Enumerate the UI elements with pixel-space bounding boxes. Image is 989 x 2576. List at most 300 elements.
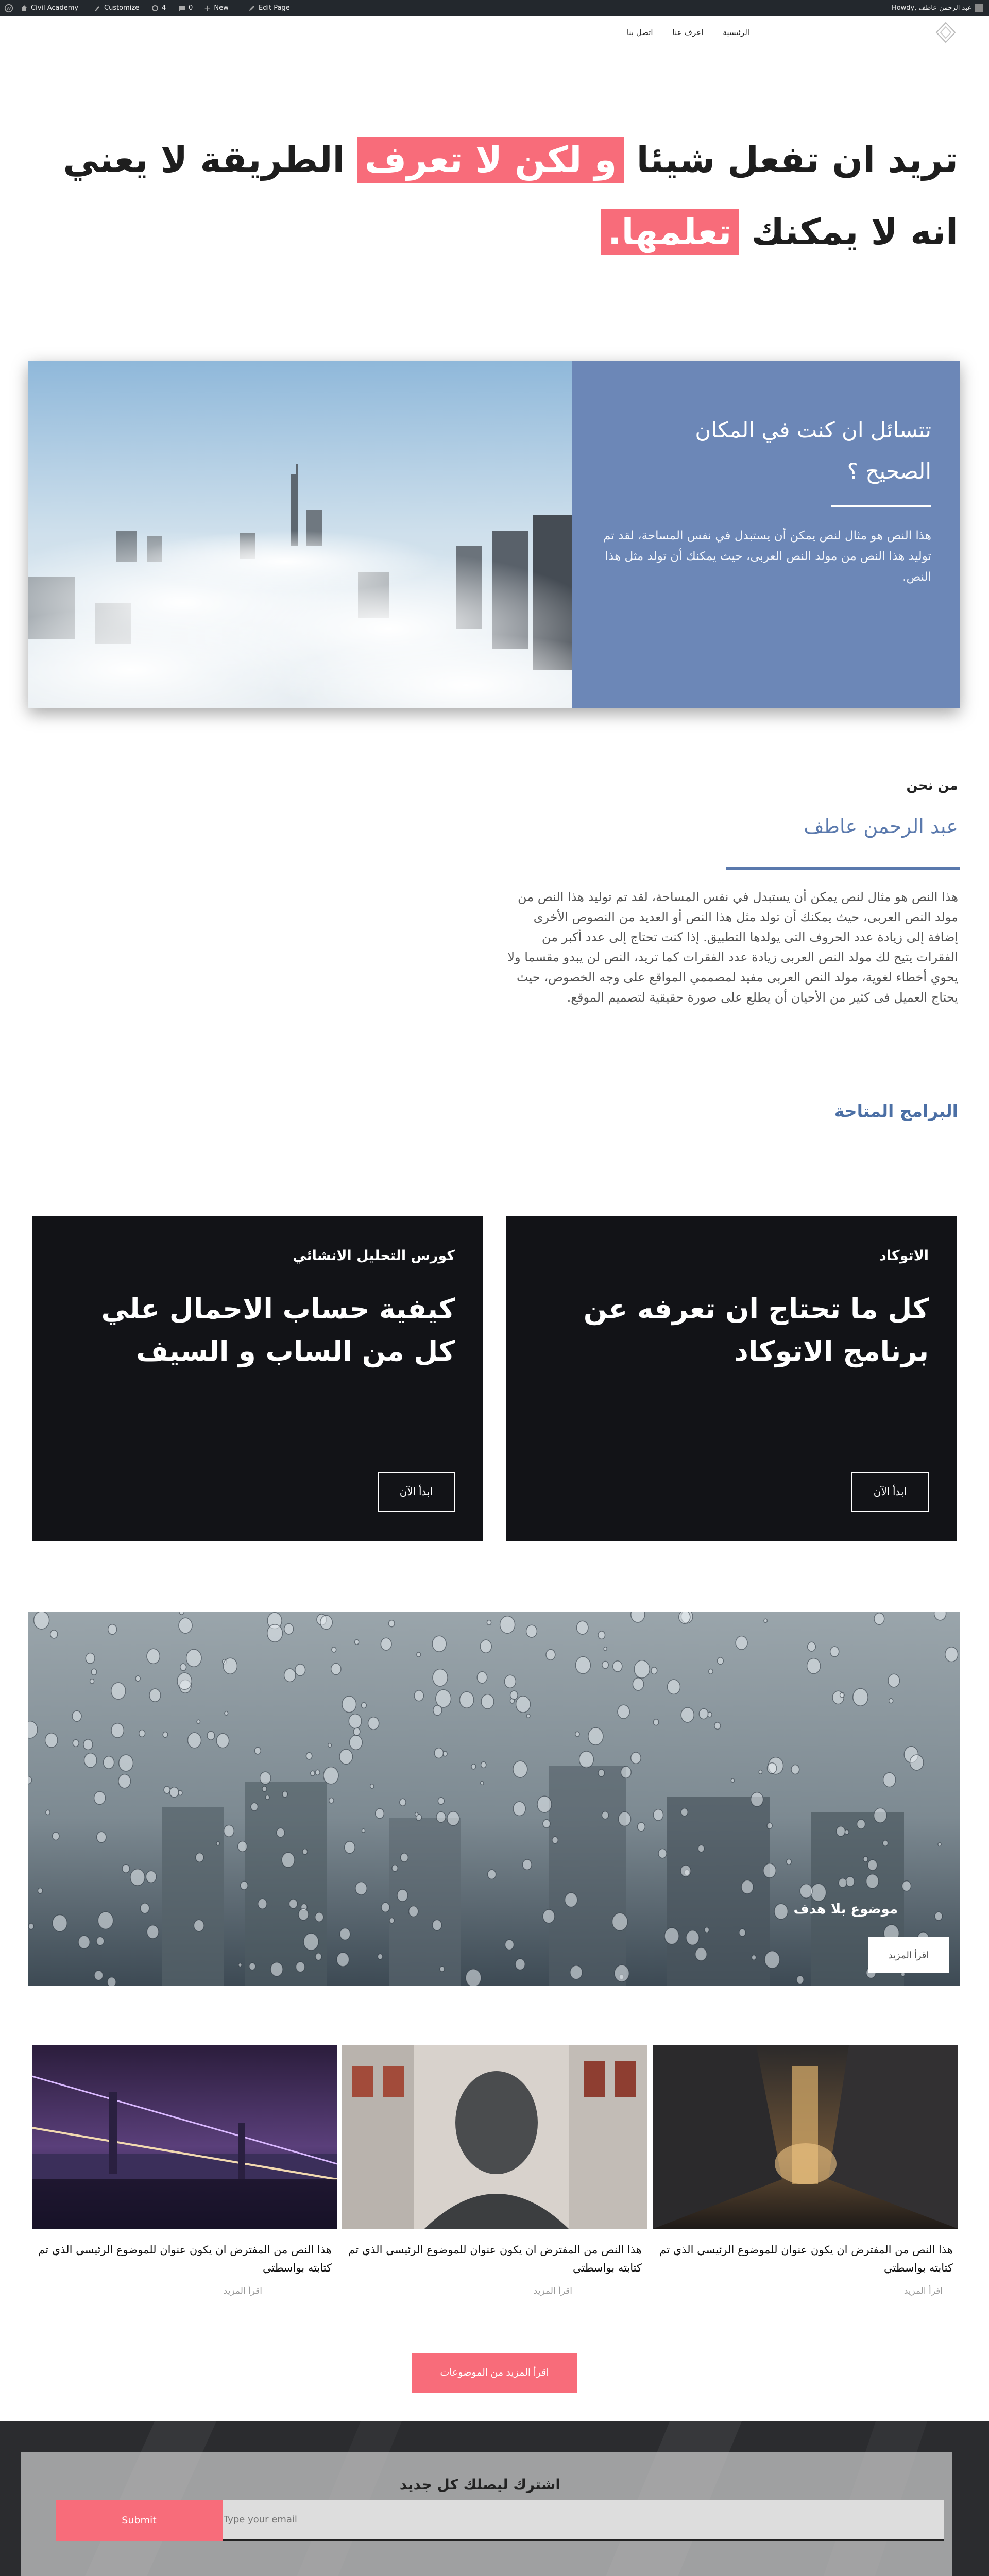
rain-drop: [302, 1849, 307, 1855]
rain-drop: [602, 1662, 608, 1669]
admin-howdy: Howdy, عبد الرحمن عاطف: [891, 4, 971, 12]
rain-drop: [353, 1728, 360, 1736]
subscribe-heading: اشترك ليصلك كل جديد: [399, 2476, 560, 2493]
rain-drop: [631, 1752, 641, 1764]
hero-text-part1: تريد ان تفعل شيئا: [624, 139, 958, 181]
rain-drop: [46, 1810, 50, 1815]
rain-drop: [658, 1849, 667, 1858]
svg-text:W: W: [6, 6, 11, 12]
course-title: كيفية حساب الاحمال علي كل من الساب و السيف: [101, 1293, 455, 1367]
rain-drop: [381, 1903, 389, 1912]
rain-drop: [258, 1899, 267, 1909]
rain-drop: [438, 1798, 444, 1805]
nav-item-contact[interactable]: اتصل بنا: [626, 28, 653, 37]
rain-drop: [634, 1660, 650, 1678]
rain-drop: [147, 1925, 159, 1939]
rain-drop: [488, 1870, 496, 1879]
rain-drop: [477, 1672, 487, 1683]
rain-drop: [223, 1658, 237, 1674]
rain-drop: [505, 1675, 516, 1688]
rain-drop: [764, 1619, 767, 1622]
rain-drop: [96, 1937, 104, 1945]
rain-drop: [718, 1657, 724, 1664]
rain-drop: [433, 1669, 448, 1686]
rain-drop: [481, 1762, 486, 1768]
plus-icon: +: [204, 3, 211, 13]
rain-drop: [306, 1753, 312, 1759]
intro-title: تتسائل ان كنت في المكان الصحيح ؟: [695, 417, 931, 484]
rain-drop: [197, 1720, 200, 1723]
rain-drop: [698, 1845, 704, 1852]
rain-drop: [91, 1669, 96, 1675]
rain-drop: [97, 1832, 106, 1842]
post-caption: هذا النص من المفترض ان يكون عنوان للموضوع الرئيسي الذي تم كتابته بواسطتي: [659, 2244, 953, 2274]
rain-drop: [680, 1865, 691, 1876]
rain-drop: [139, 1730, 145, 1737]
rain-drop: [45, 1733, 58, 1748]
rain-drop: [695, 1947, 707, 1961]
rain-drop: [84, 1753, 97, 1768]
rain-drop: [107, 1977, 116, 1986]
rain-drop: [436, 1812, 446, 1823]
rain-drop: [251, 1803, 258, 1810]
rain-drop: [289, 1899, 297, 1908]
rain-drop: [800, 1884, 812, 1899]
rain-drop: [741, 1880, 753, 1893]
rain-drop: [282, 1853, 295, 1868]
admin-comments-link[interactable]: [178, 0, 193, 16]
rain-drop: [277, 1828, 285, 1837]
rain-drop: [53, 1832, 59, 1840]
rain-drop: [432, 1636, 446, 1652]
rain-drop: [104, 1756, 114, 1769]
rain-drop: [389, 1918, 394, 1923]
rain-drop: [163, 1732, 167, 1738]
rain-drop: [751, 1792, 763, 1807]
rain-drop: [50, 1630, 58, 1638]
start-now-button[interactable]: ابدأ الآن: [851, 1472, 929, 1512]
rain-drop: [284, 1624, 294, 1634]
rain-drop: [241, 1882, 248, 1890]
rain-drop: [331, 1664, 341, 1675]
rain-drop: [72, 1711, 81, 1722]
intro-divider: [831, 505, 931, 507]
rain-drop: [320, 1616, 332, 1630]
home-icon: [21, 5, 28, 12]
rain-drop: [34, 1612, 49, 1629]
rain-drop: [621, 1766, 631, 1778]
nav-item-about[interactable]: اعرف عنا: [672, 28, 704, 37]
rain-drop: [808, 1642, 816, 1651]
rain-drop: [686, 1930, 699, 1945]
rain-drop: [868, 1860, 877, 1871]
rain-drop: [471, 1764, 476, 1769]
rain-drop: [417, 1652, 421, 1657]
rain-drop: [179, 1612, 184, 1615]
rain-drop: [763, 1863, 776, 1878]
rain-drop: [526, 1714, 530, 1718]
post-read-more-link[interactable]: اقرأ المزيد: [533, 2286, 572, 2296]
rain-drop: [433, 1705, 442, 1715]
rain-drop: [315, 1912, 323, 1922]
rain-drop: [767, 1823, 772, 1829]
rain-drop: [376, 1809, 384, 1819]
rain-drop: [98, 1912, 113, 1929]
rain-drop: [565, 1893, 577, 1907]
rain-drop: [295, 1664, 305, 1676]
rain-drop: [807, 1658, 821, 1674]
rain-drop: [447, 1811, 459, 1825]
rain-drop: [149, 1689, 161, 1702]
rain-drop: [883, 1773, 896, 1787]
intro-box: [28, 361, 960, 708]
rain-drop: [130, 1869, 145, 1886]
rain-drop: [839, 1878, 847, 1888]
rain-drop: [260, 1772, 271, 1784]
rain-drop: [552, 1837, 558, 1843]
rain-drop: [141, 1903, 149, 1913]
course-category: كورس التحليل الانشائي: [293, 1248, 455, 1264]
rain-drop: [613, 1661, 622, 1672]
rain-drop: [401, 1853, 408, 1862]
rain-drop: [368, 1717, 379, 1730]
admin-customize-link[interactable]: [94, 0, 139, 16]
rain-drop: [255, 1747, 261, 1754]
intro-text: هذا النص هو مثال لنص يمكن أن يستبدل في نفس المساحة، لقد تم توليد هذا النص من مولد النص العربى، حيث يمكنك أن تولد مثل هذا النص.: [603, 529, 931, 584]
rain-drop: [284, 1669, 296, 1682]
wordpress-logo-icon[interactable]: [4, 0, 13, 16]
rain-drop: [337, 1953, 349, 1967]
rain-drop: [759, 1770, 762, 1774]
post-thumbnail[interactable]: [342, 2045, 647, 2229]
rain-drop: [86, 1653, 95, 1664]
rain-drop: [282, 1791, 287, 1798]
rain-drop: [523, 1859, 532, 1870]
site-logo[interactable]: [935, 22, 957, 43]
rain-drop: [146, 1871, 156, 1883]
rain-drop: [349, 1714, 361, 1728]
site-footer: [0, 2421, 989, 2576]
rain-drop: [339, 1749, 352, 1764]
rain-drop: [612, 1913, 628, 1930]
rain-drop: [791, 1765, 799, 1774]
rain-drop: [355, 1640, 359, 1645]
intro-panel: [572, 361, 960, 708]
admin-comments-count: 0: [189, 4, 193, 12]
rain-drop: [180, 1664, 186, 1671]
rain-drop: [654, 1809, 663, 1821]
rain-drop: [811, 1884, 826, 1901]
rain-drop: [866, 1874, 879, 1889]
rain-drop: [857, 1820, 865, 1829]
rain-drop: [328, 1743, 332, 1748]
rain-drop: [315, 1953, 321, 1960]
rain-drop: [500, 1616, 515, 1633]
hero-highlight-1: و لكن لا تعرف: [357, 137, 624, 183]
post-thumbnail[interactable]: [32, 2045, 337, 2229]
rain-drop: [345, 1841, 355, 1853]
post-read-more-link[interactable]: اقرأ المزيد: [903, 2286, 943, 2296]
rain-drop: [238, 1841, 247, 1852]
rain-drop: [177, 1673, 192, 1689]
rain-drop: [238, 1963, 242, 1967]
rain-drop: [515, 1959, 525, 1970]
course-card-autocad: [506, 1216, 957, 1541]
rain-drop: [350, 1735, 363, 1750]
admin-bar: [0, 0, 989, 16]
avatar: [975, 4, 983, 12]
more-topics-button[interactable]: اقرأ المزيد من الموضوعات: [412, 2353, 577, 2393]
rain-drop: [267, 1624, 283, 1642]
rain-drop: [304, 1934, 319, 1951]
rain-drop: [481, 1694, 493, 1709]
rain-drop: [362, 1829, 365, 1833]
rain-drop: [840, 1692, 844, 1698]
admin-updates-count: 4: [162, 4, 166, 12]
rain-drop: [315, 1770, 320, 1775]
rain-drop: [889, 1699, 893, 1703]
admin-account-menu[interactable]: [892, 0, 983, 16]
rain-drop: [874, 1613, 884, 1625]
hero-highlight-2: تعلمها.: [601, 209, 739, 255]
read-more-button[interactable]: اقرأ المزيد: [868, 1937, 949, 1973]
admin-customize-label: Customize: [104, 4, 140, 12]
start-now-button[interactable]: ابدأ الآن: [378, 1472, 455, 1512]
rain-drop: [436, 1690, 451, 1707]
rain-drop: [570, 1965, 582, 1979]
rain-drop: [196, 1853, 203, 1862]
rain-drop: [638, 1823, 645, 1832]
rain-drop: [170, 1787, 179, 1798]
rain-drop: [681, 1808, 688, 1816]
rain-drop: [370, 1784, 374, 1788]
rain-window-image: [28, 1612, 960, 1986]
admin-site-link[interactable]: [21, 0, 78, 16]
rain-drop: [28, 1776, 31, 1784]
rain-drop: [270, 1962, 283, 1976]
rain-drop: [888, 1674, 899, 1687]
rain-drop: [164, 1786, 170, 1793]
rain-drop: [577, 1621, 588, 1634]
rain-drop: [342, 1696, 356, 1712]
course-card-structural: [32, 1216, 483, 1541]
rain-drop: [397, 1889, 407, 1902]
rain-drop: [633, 1678, 643, 1690]
course-title: كل ما تحتاج ان تعرفه عن برنامج الاتوكاد: [583, 1293, 929, 1367]
rain-drop: [883, 1840, 888, 1846]
rain-drop: [433, 1920, 442, 1930]
rain-drop: [298, 1909, 308, 1920]
rain-drop: [774, 1904, 788, 1919]
city-fog-image: [28, 361, 572, 708]
rain-drop: [122, 1865, 129, 1873]
rain-drop: [362, 1703, 367, 1708]
rain-drop: [830, 1647, 839, 1657]
featured-post-banner: [28, 1612, 960, 1986]
pencil-icon: [248, 5, 255, 12]
rain-drop: [28, 1923, 33, 1929]
rain-drop: [329, 1798, 334, 1803]
rain-drop: [513, 1802, 525, 1816]
post-caption: هذا النص من المفترض ان يكون عنوان للموضوع الرئيسي الذي تم كتابته بواسطتي: [348, 2244, 642, 2274]
brush-icon: [94, 5, 101, 12]
featured-post-title: موضوع بلا هدف: [793, 1902, 898, 1917]
post-caption: هذا النص من المفترض ان يكون عنوان للموضوع الرئيسي الذي تم كتابته بواسطتي: [38, 2244, 332, 2274]
rain-drop: [853, 1689, 868, 1706]
rain-drop: [945, 1647, 958, 1662]
admin-new-link[interactable]: [204, 0, 229, 16]
rain-drop: [543, 1820, 550, 1828]
rain-drop: [94, 1971, 103, 1980]
rain-drop: [266, 1795, 269, 1799]
programs-heading: البرامج المتاحة: [834, 1101, 958, 1121]
rain-drop: [654, 1719, 659, 1725]
rain-drop: [378, 1954, 382, 1959]
rain-drop: [135, 1676, 140, 1681]
about-text: هذا النص هو مثال لنص يمكن أن يستبدل في نفس المساحة، لقد تم توليد هذا النص من مولد النص العربى، حيث يمكنك أن تولد مثل هذا النص أو العديد من النصوص الأخرى إضافة إلى زيادة عدد الحروف التى يولدها التطبيق. إذا كنت تحتاج إلى عدد أكبر من الفقرات يتيح لك مولد النص العربى زيادة عدد الفقرات كما تريد، النص لن يبدو مقسما ولا يحوي أخطاء لغوية، مولد النص العربى مفيد لمصممي المواقع على وجه الخصوص، حيث يحتاج العميل فى كثير من الأحيان أن يطلع على صورة حقيقية لتصميم الموقع.: [507, 890, 958, 1005]
rain-drop: [681, 1707, 694, 1722]
comment-icon: [178, 5, 185, 12]
rain-drop: [513, 1761, 527, 1777]
admin-site-name: Civil Academy: [31, 4, 79, 12]
email-input[interactable]: [214, 2500, 944, 2541]
rain-drop: [768, 1763, 777, 1774]
rain-drop: [516, 1696, 531, 1713]
rain-drop: [752, 1955, 756, 1960]
rain-drop: [604, 1647, 607, 1651]
rain-drop: [207, 1732, 214, 1740]
rain-drop: [837, 1826, 845, 1836]
rain-drop: [340, 1928, 350, 1940]
rain-drop: [705, 1927, 709, 1933]
rain-drop: [902, 1881, 911, 1891]
rain-drop: [481, 1781, 484, 1785]
rain-drop: [53, 1915, 67, 1932]
rain-drop: [225, 1711, 228, 1716]
rain-drop: [355, 1882, 367, 1895]
rain-drop: [409, 1906, 418, 1917]
rain-drop: [108, 1624, 117, 1634]
rain-drop: [797, 1976, 804, 1984]
rain-drop: [90, 1679, 94, 1684]
about-divider: [726, 867, 960, 870]
rain-drop: [111, 1723, 124, 1738]
hero-text-part2: الطريقة لا يعني انه لا يمكنك: [63, 139, 958, 253]
rain-drop: [615, 1965, 629, 1982]
rain-drop: [619, 1812, 631, 1826]
rain-drop: [224, 1825, 234, 1837]
main-nav: [627, 28, 749, 37]
rain-drop: [731, 1778, 734, 1782]
rain-drop: [543, 1909, 555, 1923]
rain-drop: [546, 1650, 555, 1660]
subscribe-box: [21, 2452, 952, 2576]
rain-drop: [194, 1920, 204, 1931]
nav-item-home[interactable]: الرئيسية: [723, 28, 749, 37]
rain-drop: [311, 1771, 315, 1775]
post-thumbnail[interactable]: [653, 2045, 958, 2229]
rain-drop: [296, 1962, 305, 1972]
rain-drop: [739, 1929, 745, 1936]
rain-drop: [415, 1812, 418, 1816]
rain-drop: [787, 1859, 791, 1865]
rain-drop: [668, 1680, 680, 1694]
rain-drop: [579, 1751, 594, 1768]
rain-drop: [323, 1767, 338, 1784]
rain-drop: [332, 1647, 336, 1652]
rain-drop: [118, 1774, 130, 1788]
rain-drop: [846, 1877, 855, 1887]
rain-drop: [216, 1842, 219, 1845]
rain-drop: [111, 1683, 126, 1699]
rain-drop: [186, 1649, 201, 1667]
rain-drop: [651, 1667, 657, 1674]
rain-drop: [714, 1722, 721, 1729]
rain-drop: [618, 1705, 629, 1719]
refresh-icon: [151, 5, 159, 12]
admin-edit-page-label: Edit Page: [259, 4, 290, 12]
rain-drop: [414, 1690, 423, 1701]
rain-drop: [188, 1733, 201, 1748]
rain-drop: [526, 1625, 537, 1637]
rain-drop: [874, 1808, 887, 1823]
rain-drop: [381, 1638, 391, 1650]
rain-drop: [935, 1912, 942, 1920]
rain-drop: [389, 1620, 395, 1627]
rain-drop: [863, 1857, 868, 1862]
admin-new-label: New: [214, 4, 229, 12]
admin-updates-link[interactable]: [151, 0, 166, 16]
rain-drop: [709, 1669, 713, 1674]
rain-drop: [537, 1796, 552, 1812]
rain-drop: [910, 1755, 924, 1770]
rain-drop: [602, 1811, 608, 1819]
rain-drop: [440, 1967, 445, 1972]
rain-drop: [736, 1636, 747, 1650]
rain-drop: [505, 1940, 514, 1950]
rain-drop: [249, 1963, 255, 1970]
rain-drop: [78, 1936, 90, 1948]
post-read-more-link[interactable]: اقرأ المزيد: [223, 2286, 262, 2296]
rain-drop: [400, 1799, 406, 1806]
about-heading: من نحن: [906, 778, 958, 793]
submit-button[interactable]: Submit: [56, 2500, 223, 2541]
rain-drop: [466, 1969, 481, 1986]
rain-drop: [576, 1657, 591, 1674]
rain-drop: [679, 1612, 690, 1623]
rain-drop: [73, 1740, 79, 1747]
rain-drop: [480, 1640, 491, 1653]
admin-edit-page-link[interactable]: [248, 0, 290, 16]
rain-drop: [434, 1748, 443, 1758]
rain-drop: [392, 1865, 398, 1872]
rain-drop: [938, 1843, 941, 1846]
rain-drop: [216, 1734, 229, 1748]
rain-drop: [179, 1618, 192, 1633]
rain-drop: [575, 1732, 579, 1737]
hero-headline: [52, 124, 958, 268]
rain-drop: [119, 1755, 133, 1771]
about-name: عبد الرحمن عاطف: [804, 815, 958, 838]
rain-drop: [664, 1928, 679, 1944]
rain-drop: [262, 1786, 267, 1791]
rain-drop: [510, 1691, 518, 1700]
rain-drop: [588, 1728, 603, 1745]
rain-drop: [38, 1888, 42, 1894]
course-category: الاتوكاد: [879, 1248, 929, 1264]
rain-drop: [83, 1739, 93, 1750]
rain-drop: [147, 1649, 160, 1664]
